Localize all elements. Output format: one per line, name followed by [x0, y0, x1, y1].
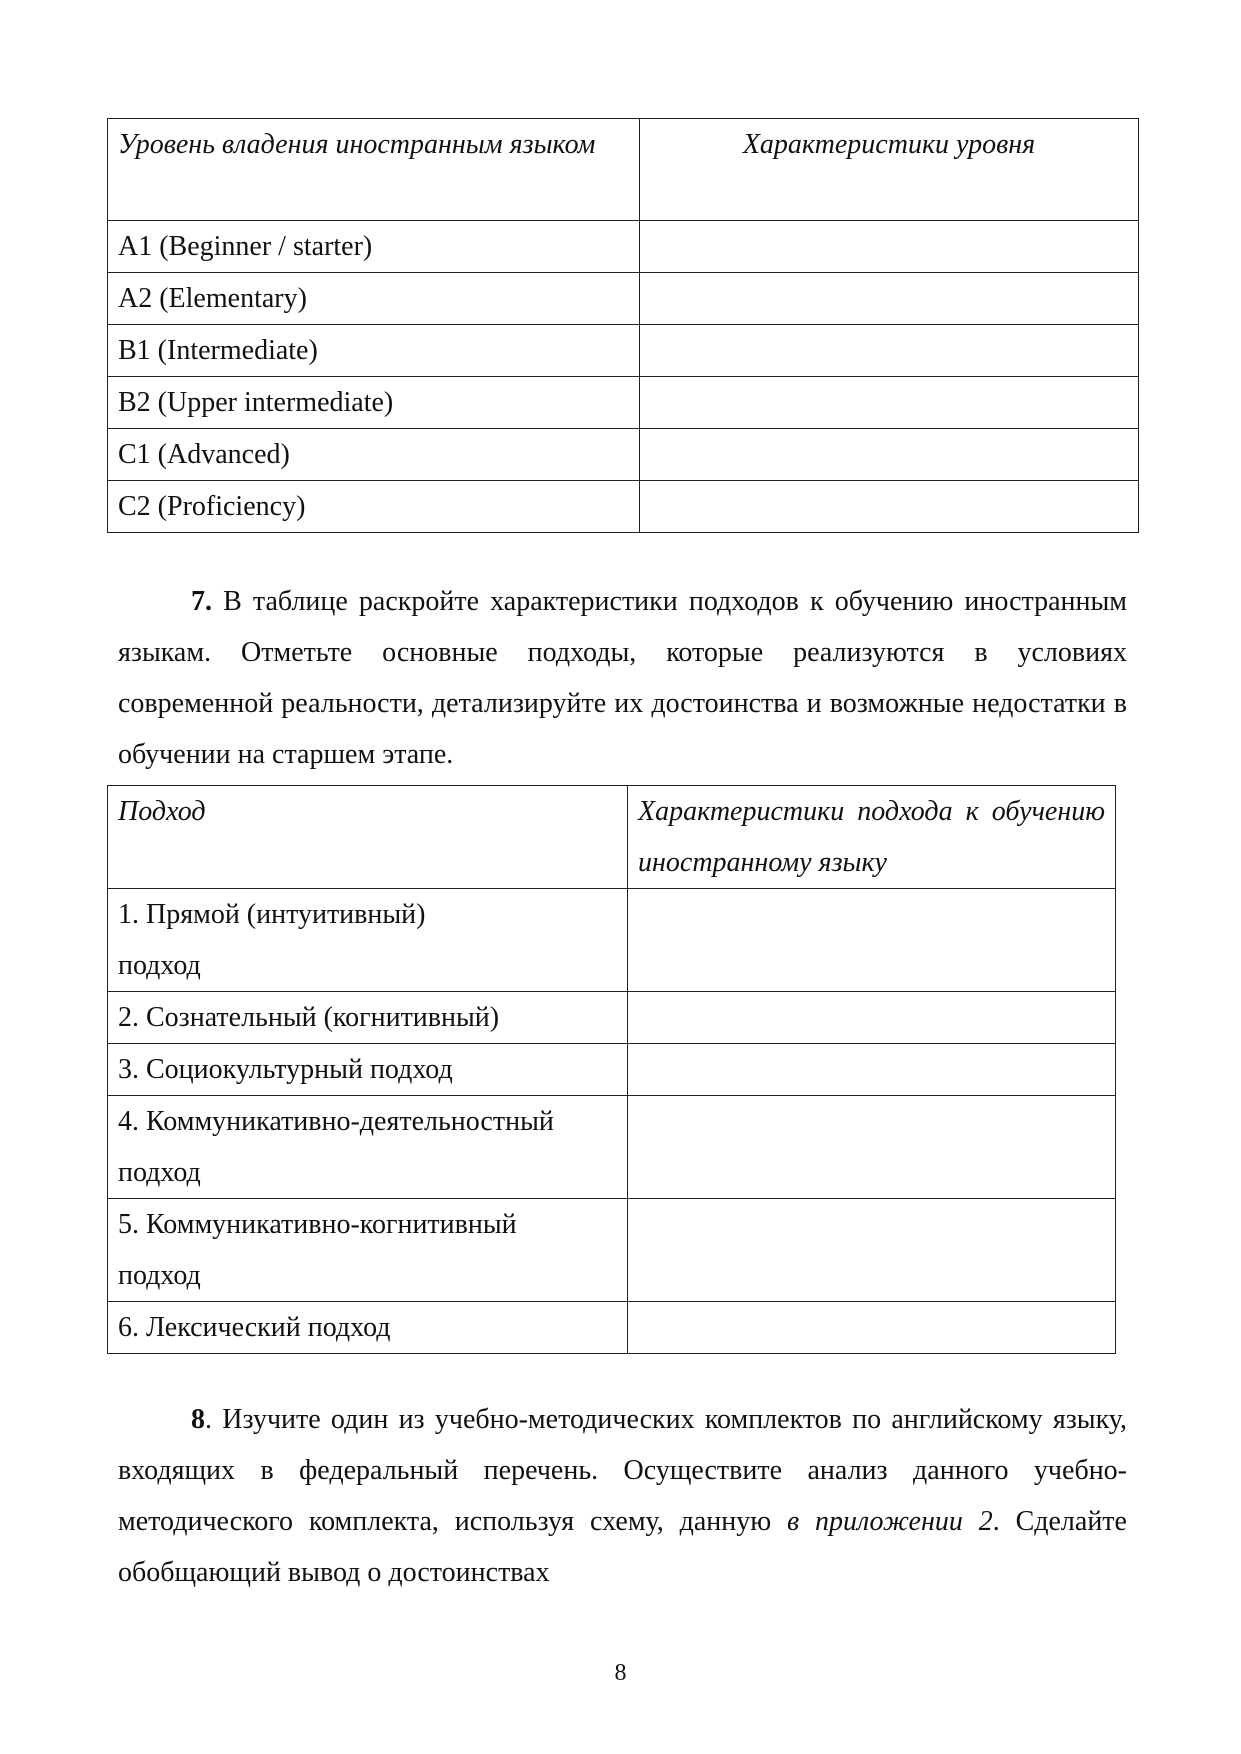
task-text: . Сделайте обобщающий вывод о достоинствах	[118, 1506, 1127, 1588]
empty-cell	[640, 481, 1139, 533]
task-text: В таблице раскройте характеристики подходов к обучению иностранным языкам. Отметьте основные подходы, которые реализуются в условиях современной реальности, детализируйте их достоинства и возможные недостатки в обучении на старшем этапе.	[118, 586, 1127, 770]
level-cell: A1 (Beginner / starter)	[108, 221, 640, 273]
table-row	[108, 1199, 1116, 1302]
page-number: 8	[614, 1660, 627, 1686]
appendix-reference: в приложении 2	[787, 1506, 993, 1537]
table-row	[108, 377, 1139, 429]
empty-cell	[640, 273, 1139, 325]
task-7-paragraph	[118, 576, 1127, 780]
approach-cell: 4. Коммуникативно-деятельностный подход	[108, 1096, 628, 1199]
empty-cell	[628, 1199, 1116, 1302]
table-row	[108, 1096, 1116, 1199]
level-cell: B1 (Intermediate)	[108, 325, 640, 377]
table-row	[108, 481, 1139, 533]
level-cell: B2 (Upper intermediate)	[108, 377, 640, 429]
approach-cell: 2. Сознательный (когнитивный)	[108, 992, 628, 1044]
table-row	[108, 1044, 1116, 1096]
table-row	[108, 1302, 1116, 1354]
level-cell: A2 (Elementary)	[108, 273, 640, 325]
empty-cell	[640, 429, 1139, 481]
empty-cell	[640, 377, 1139, 429]
table-row	[108, 325, 1139, 377]
approach-cell: 3. Социокультурный подход	[108, 1044, 628, 1096]
table-row	[108, 429, 1139, 481]
approach-cell: 1. Прямой (интуитивный) подход	[108, 889, 628, 992]
task-number: 7.	[191, 586, 212, 617]
level-cell: C1 (Advanced)	[108, 429, 640, 481]
language-levels-table	[107, 118, 1139, 533]
empty-cell	[628, 1044, 1116, 1096]
empty-cell	[640, 221, 1139, 273]
task-number: 8	[191, 1404, 205, 1435]
empty-cell	[628, 1302, 1116, 1354]
table-header: Характеристики уровня	[640, 119, 1139, 221]
table-header: Уровень владения иностранным языком	[108, 119, 640, 221]
table-row	[108, 889, 1116, 992]
task-8-paragraph	[118, 1394, 1127, 1598]
level-cell: C2 (Proficiency)	[108, 481, 640, 533]
approach-cell: 5. Коммуникативно-когнитивный подход	[108, 1199, 628, 1302]
empty-cell	[628, 992, 1116, 1044]
table-header: Характеристики подхода к обучению иностранному языку	[628, 786, 1116, 889]
empty-cell	[640, 325, 1139, 377]
approach-cell: 6. Лексический подход	[108, 1302, 628, 1354]
empty-cell	[628, 889, 1116, 992]
table-row	[108, 992, 1116, 1044]
empty-cell	[628, 1096, 1116, 1199]
table-row	[108, 273, 1139, 325]
table-header: Подход	[108, 786, 628, 889]
approaches-table	[107, 785, 1116, 1354]
table-row	[108, 221, 1139, 273]
task-text: . Изучите один из учебно-методических комплектов по английскому языку, входящих в федеральный перечень. Осуществите анализ данного учебно-методического комплекта, используя схему, данную	[118, 1404, 1127, 1537]
